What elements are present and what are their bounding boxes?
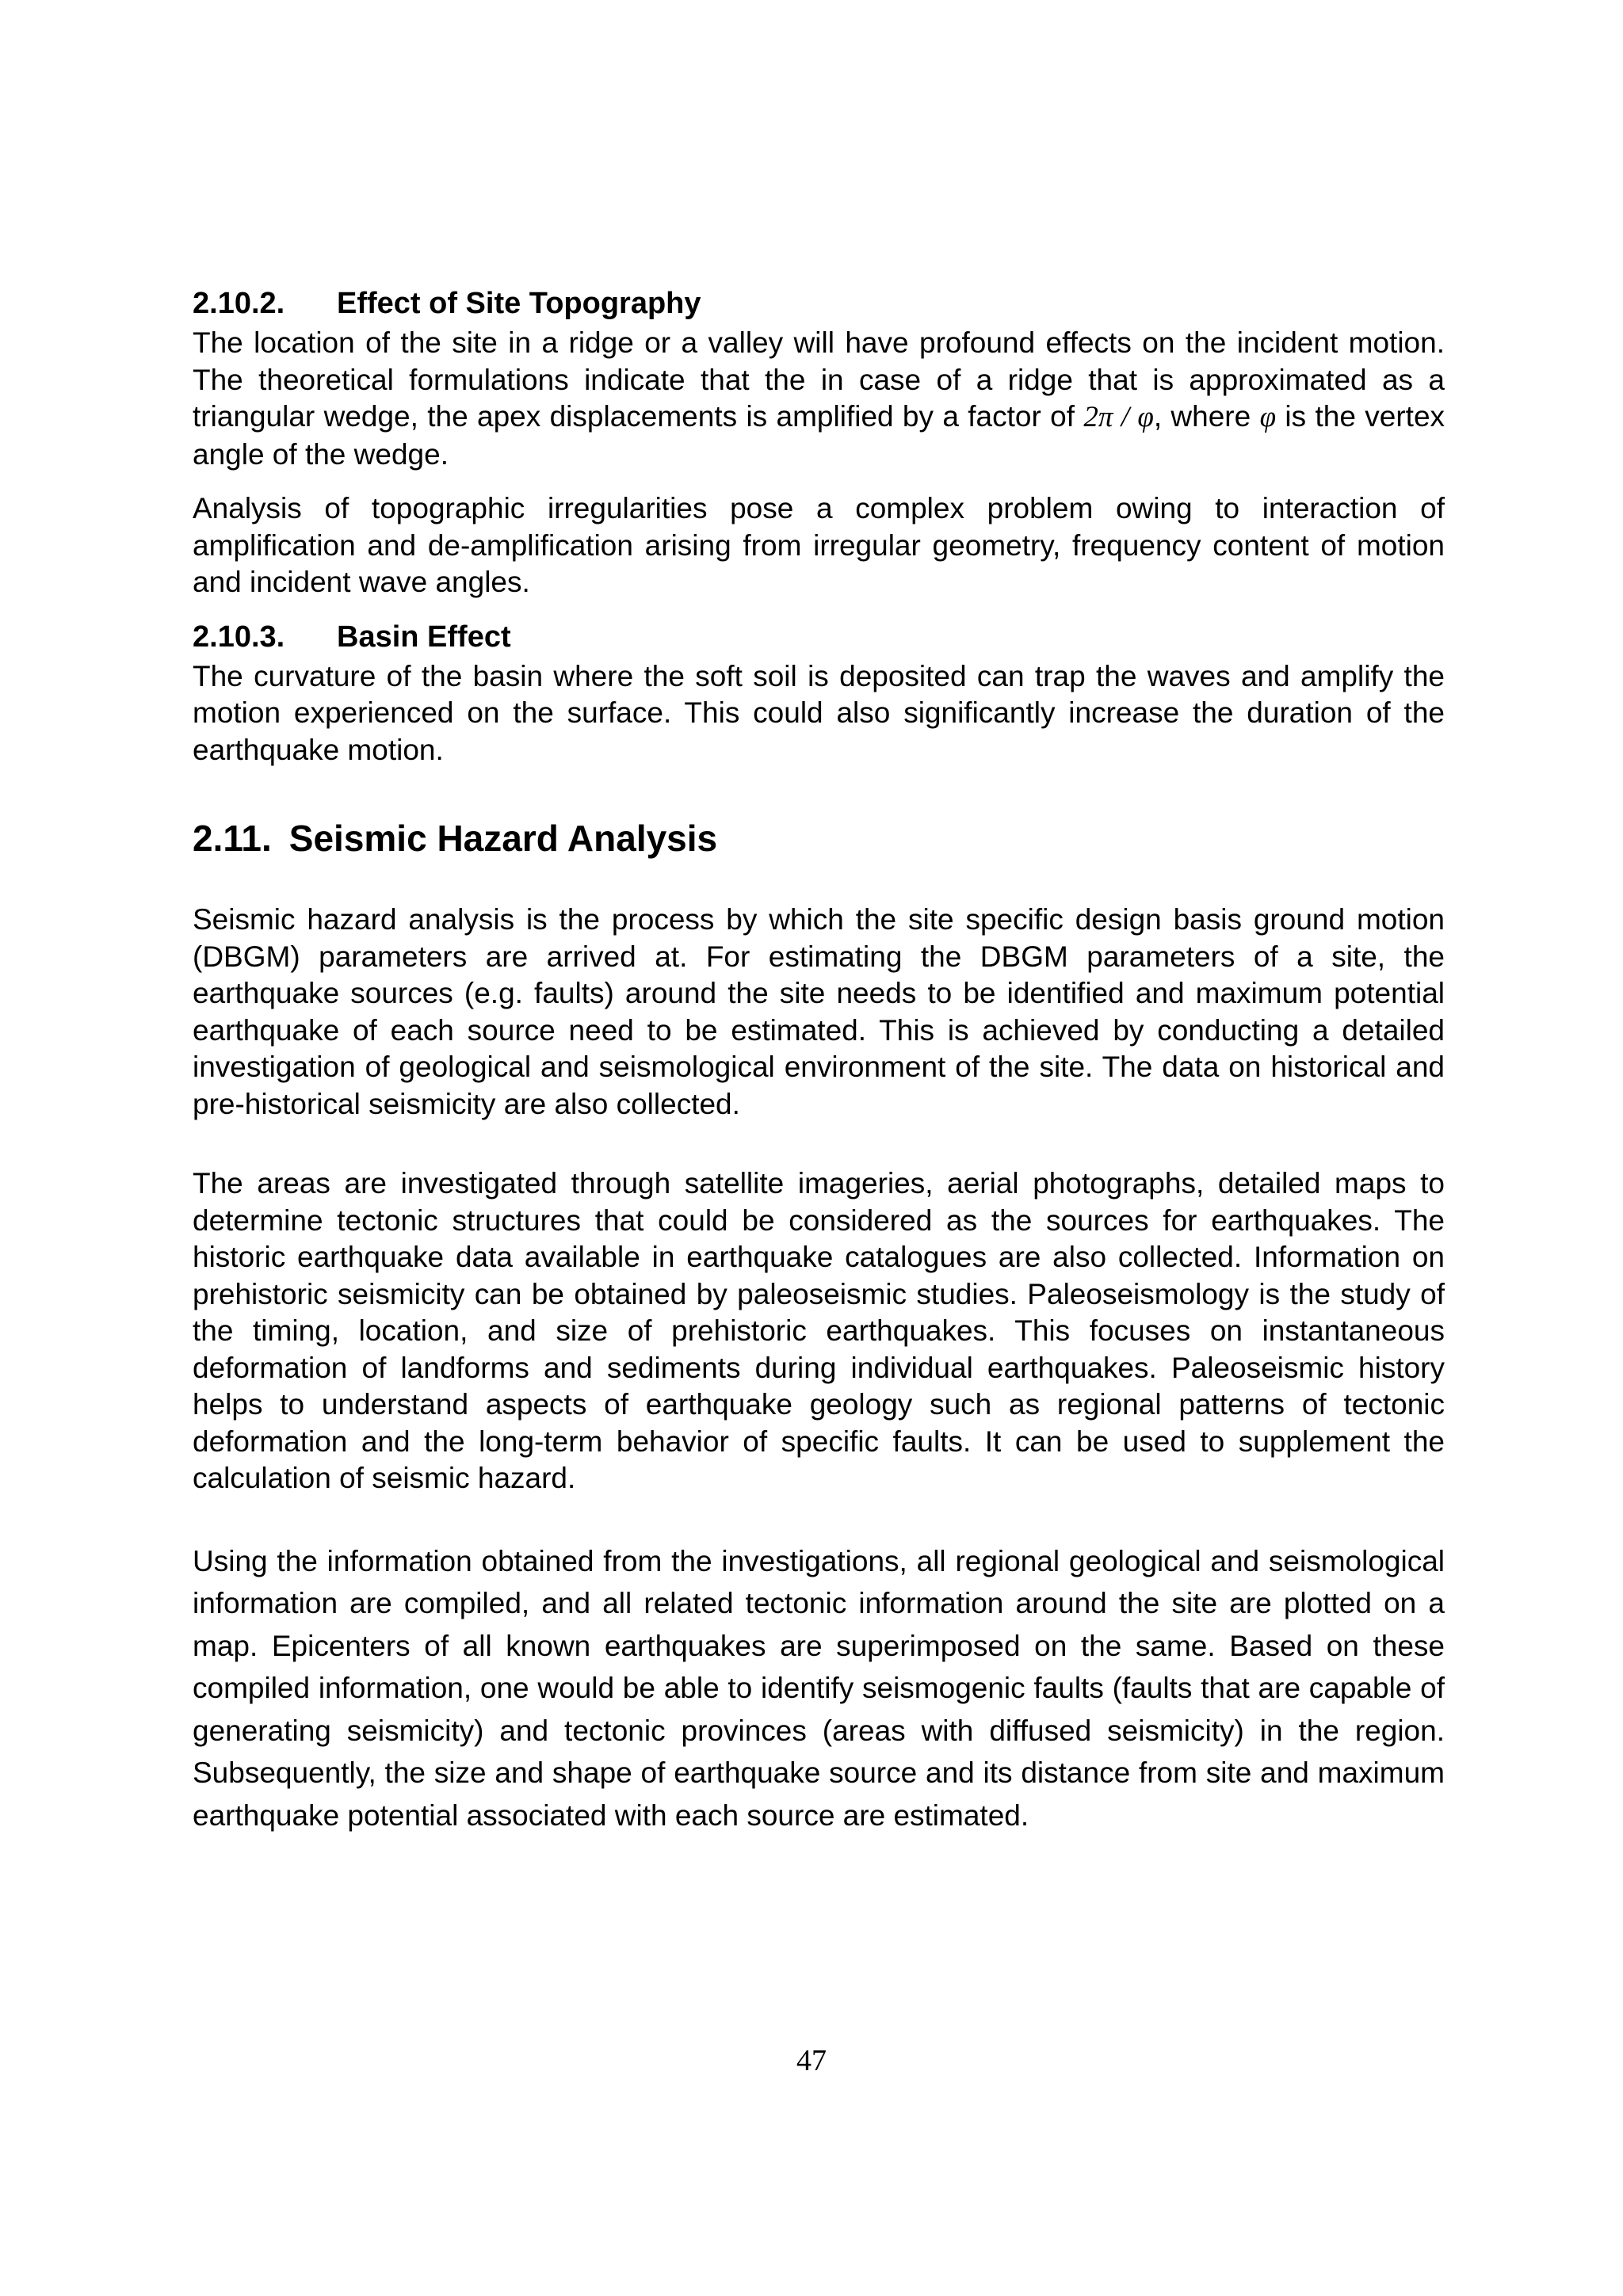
- paragraph: Seismic hazard analysis is the process by which the site specific design basis ground motion (DBGM) parameters are arrived at. For estimating the DBGM parameters of a site, the earthquake sources (e.g. faults) around the site needs to be identified and maximum potential earthquake of each source need to be estimated. This is achieved by conducting a detailed investigation of geological and seismological environment of the site. The data on historical and pre-historical seismicity are also collected.: [193, 903, 1445, 1120]
- section-number: 2.10.3.: [193, 620, 285, 654]
- paragraph: [193, 325, 1445, 473]
- paragraph-text: , where: [1153, 400, 1251, 433]
- section-heading-2-11: [193, 816, 1445, 860]
- page-number: 47: [796, 2044, 827, 2077]
- section-title: Seismic Hazard Analysis: [288, 818, 718, 859]
- section-title: Basin Effect: [337, 620, 511, 654]
- section-number: 2.11.: [193, 818, 272, 859]
- paragraph-text: is the vertex angle of the wedge.: [193, 400, 1445, 471]
- paragraph: Using the information obtained from the investigations, all regional geological and seismological information are compiled, and all related tectonic information around the site are plotted on a map. Epicenters of all known earthquakes are superimposed on the same. Based on these compiled information, one would be able to identify seismogenic faults (faults that are capable of generating seismicity) and tectonic provinces (areas with diffused seismicity) in the region. Subsequently, the size and shape of earthquake source and its distance from site and maximum earthquake potential associated with each source are estimated.: [193, 1544, 1445, 1832]
- math-ratio: 2π / φ: [1083, 401, 1154, 433]
- paragraph: Analysis of topographic irregularities pose a complex problem owing to interaction of amplification and de-amplification arising from irregular geometry, frequency content of motion and incident wave angles.: [193, 492, 1445, 598]
- paragraph-text: The location of the site in a ridge or a valley will have profound effects on the incident motion. The theoretical formulations indicate that the in case of a ridge that is approximated as a triangular wedge, the apex displacements is amplified by a factor of: [193, 326, 1445, 433]
- math-phi: φ: [1259, 401, 1277, 433]
- page-content: [193, 285, 1445, 1836]
- paragraph: The areas are investigated through satellite imageries, aerial photographs, detailed maps to determine tectonic structures that could be considered as the sources for earthquakes. The historic earthquake data available in earthquake catalogues are also collected. Information on prehistoric seismicity can be obtained by paleoseismic studies. Paleoseismology is the study of the timing, location, and size of prehistoric earthquakes. This focuses on instantaneous deformation of landforms and sediments during individual earthquakes. Paleoseismic history helps to understand aspects of earthquake geology such as regional patterns of tectonic deformation and the long-term behavior of specific faults. It can be used to supplement the calculation of seismic hazard.: [193, 1167, 1445, 1494]
- section-title: Effect of Site Topography: [337, 287, 701, 320]
- section-number: 2.10.2.: [193, 287, 285, 320]
- section-heading-2-10-2: [193, 285, 1445, 322]
- paragraph: The curvature of the basin where the soft soil is deposited can trap the waves and amplify the motion experienced on the surface. This could also significantly increase the duration of the earthquake motion.: [193, 659, 1445, 766]
- section-heading-2-10-3: [193, 619, 1445, 655]
